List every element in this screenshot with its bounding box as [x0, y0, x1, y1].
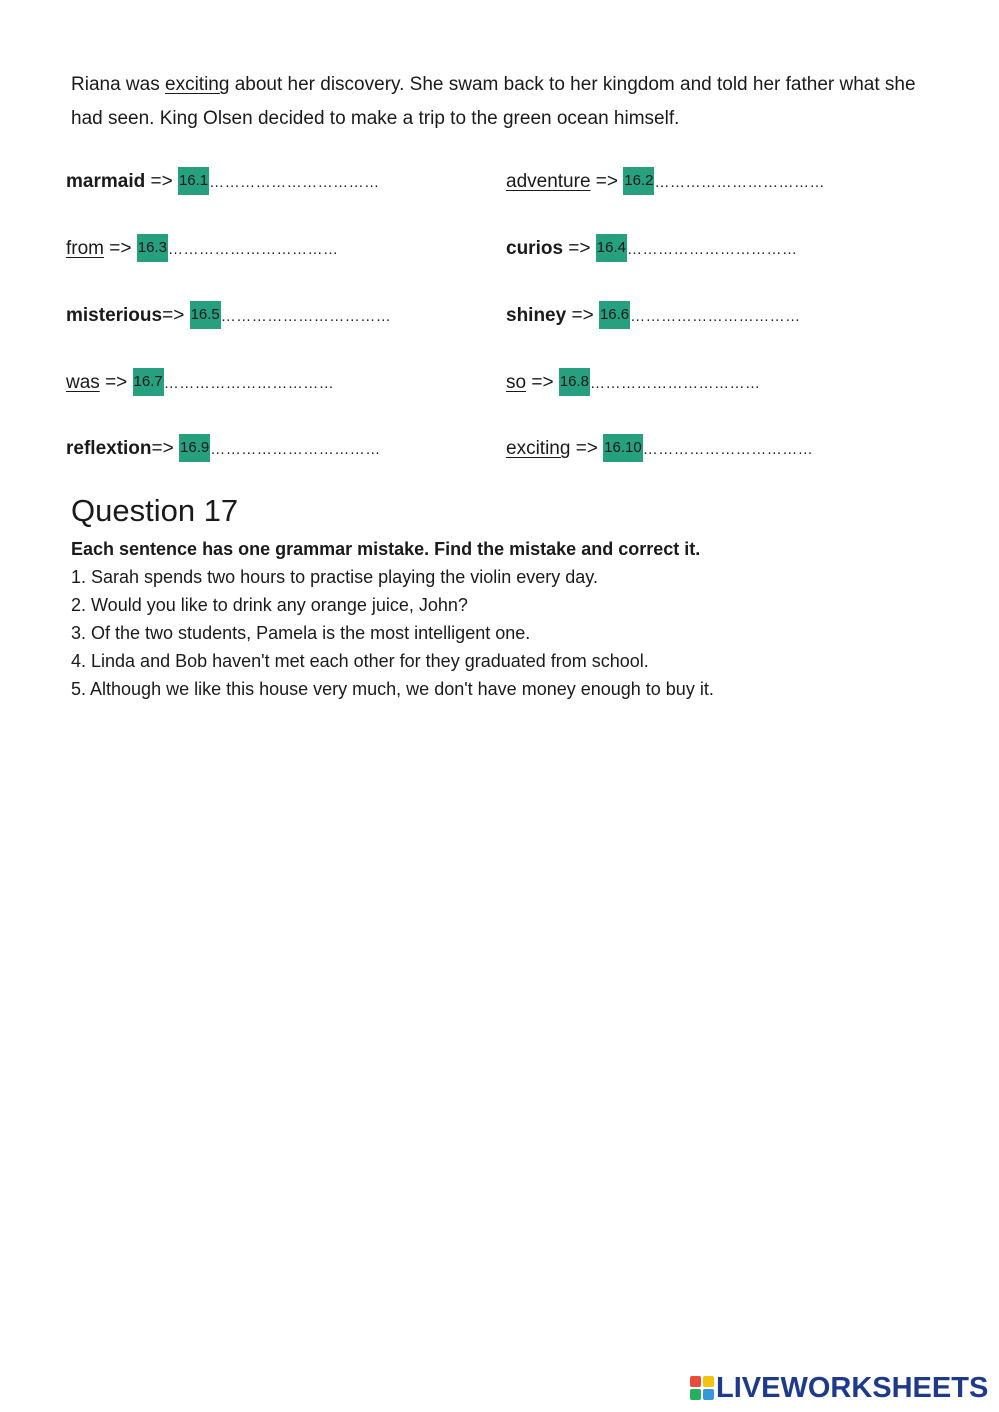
arrow-separator: => [104, 238, 137, 259]
arrow-separator: => [162, 305, 190, 326]
question-item: 2. Would you like to drink any orange juice, John? [71, 595, 468, 615]
story-passage [71, 68, 951, 136]
question-item: 4. Linda and Bob haven't met each other for they graduated from school. [71, 651, 649, 671]
correction-item [506, 434, 813, 465]
answer-number-badge[interactable]: 16.8 [559, 368, 590, 396]
liveworksheets-logo [690, 1372, 988, 1404]
correction-item [66, 167, 380, 198]
correction-item [506, 234, 797, 265]
correction-row [66, 234, 946, 264]
correction-item [66, 301, 391, 332]
passage-underlined-word: exciting [165, 74, 230, 95]
answer-blank-line[interactable]: …………………………… [630, 308, 801, 325]
logo-square-red [690, 1376, 701, 1387]
answer-number-badge[interactable]: 16.9 [179, 434, 210, 462]
question-item: 3. Of the two students, Pamela is the most intelligent one. [71, 623, 531, 643]
answer-blank-line[interactable]: …………………………… [642, 441, 814, 458]
passage-text-start: Riana was [71, 74, 165, 95]
correction-item [66, 434, 381, 465]
correction-row [66, 368, 946, 398]
correction-row [66, 434, 946, 464]
arrow-separator: => [151, 438, 180, 459]
mistake-word: shiney [506, 305, 567, 326]
correction-item [66, 234, 338, 265]
answer-number-badge[interactable]: 16.7 [133, 368, 164, 396]
mistake-word: was [66, 372, 100, 393]
arrow-separator: => [563, 238, 596, 259]
answer-number-badge[interactable]: 16.1 [178, 167, 209, 195]
answer-number-badge[interactable]: 16.6 [599, 301, 630, 329]
answer-number-badge[interactable]: 16.3 [137, 234, 168, 262]
mistake-word: curios [506, 238, 564, 259]
answer-number-badge[interactable]: 16.2 [623, 167, 654, 195]
correction-row [66, 167, 946, 197]
question-17-title: Question 17 [71, 493, 239, 528]
answer-blank-line[interactable]: …………………………… [220, 308, 392, 325]
mistake-word: adventure [506, 171, 591, 192]
answer-number-badge[interactable]: 16.10 [603, 434, 643, 462]
answer-blank-line[interactable]: …………………………… [209, 174, 380, 191]
arrow-separator: => [145, 171, 178, 192]
mistake-word: from [66, 238, 104, 259]
question-17-list [71, 563, 714, 703]
mistake-word: so [506, 372, 527, 393]
mistake-word: reflextion [66, 438, 152, 459]
correction-item [506, 167, 825, 198]
answer-blank-line[interactable]: …………………………… [626, 241, 798, 258]
logo-square-blue [703, 1389, 714, 1400]
correction-item [66, 368, 334, 399]
arrow-separator: => [570, 438, 604, 459]
arrow-separator: => [590, 171, 624, 192]
question-17-instruction: Each sentence has one grammar mistake. Find the mistake and correct it. [71, 539, 701, 559]
arrow-separator: => [526, 372, 559, 393]
answer-blank-line[interactable]: …………………………… [210, 441, 381, 458]
answer-blank-line[interactable]: …………………………… [590, 375, 761, 392]
correction-item [506, 368, 761, 399]
logo-text: LIVEWORKSHEETS [716, 1372, 989, 1404]
question-item: 1. Sarah spends two hours to practise playing the violin every day. [71, 567, 598, 587]
answer-blank-line[interactable]: …………………………… [163, 375, 335, 392]
arrow-separator: => [566, 305, 599, 326]
logo-square-yellow [703, 1376, 714, 1387]
passage-text-end: about her discovery. She swam back to her kingdom and told her father what she had seen. King Olsen decided to make a trip to the green ocean himself. [71, 74, 916, 129]
correction-row [66, 301, 946, 331]
arrow-separator: => [99, 372, 133, 393]
correction-item [506, 301, 801, 332]
logo-square-green [690, 1389, 701, 1400]
mistake-word: misterious [66, 305, 163, 326]
mistake-word: marmaid [66, 171, 146, 192]
mistake-word: exciting [506, 438, 571, 459]
liveworksheets-logo-icon [690, 1376, 714, 1400]
answer-blank-line[interactable]: …………………………… [167, 241, 339, 258]
question-item: 5. Although we like this house very much, we don't have money enough to buy it. [71, 679, 714, 699]
answer-blank-line[interactable]: …………………………… [654, 174, 825, 191]
answer-number-badge[interactable]: 16.5 [190, 301, 221, 329]
answer-number-badge[interactable]: 16.4 [596, 234, 627, 262]
